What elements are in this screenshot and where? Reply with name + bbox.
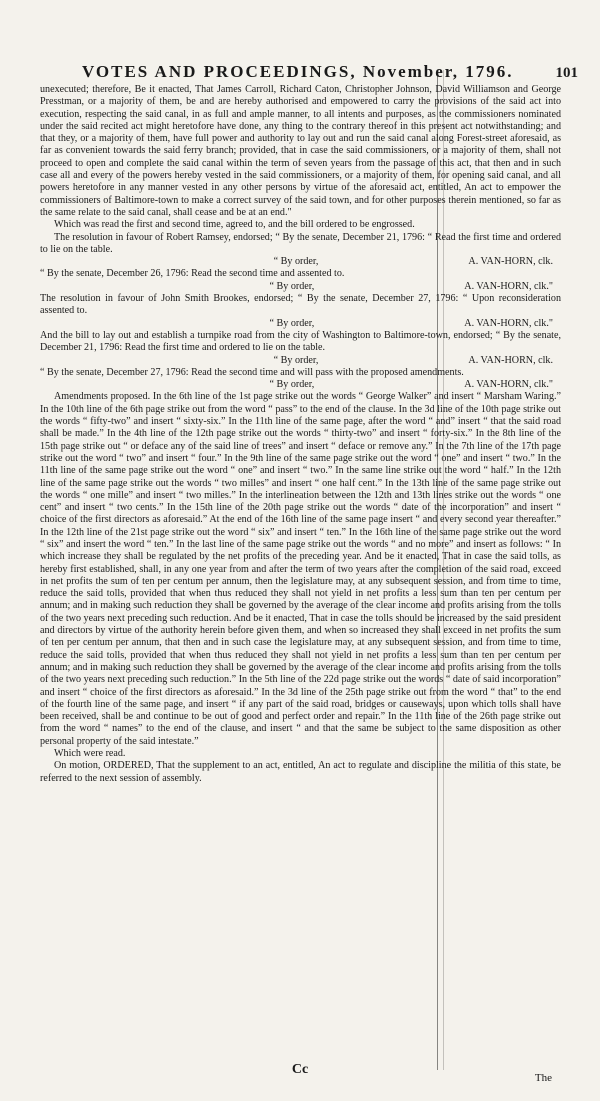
order-signature (40, 281, 561, 293)
by-order: “ By order, (269, 280, 315, 292)
body-text (40, 84, 561, 785)
order-signature (40, 256, 561, 268)
clerk-signature: A. VAN-HORN, clk." (464, 379, 553, 391)
page-number: 101 (555, 65, 578, 81)
running-head: VOTES AND PROCEEDINGS, November, 1796. (81, 62, 514, 81)
amendments-paragraph: Amendments proposed. In the 6th line of the 1st page strike out the words “ George Walker” and insert “ Marsham Waring.” In the 10th line of the 6th page strike out from the word “ pass” to the end of the clause. In the 3d line of the 10th page strike out the words “ fifty-two” and insert “ sixty-six.” In the 11th line of the same page, after the word “ and” insert “ that the said road shall be made.” In the 4th line of the 12th page strike out the words “ thirty-two” and insert “ forty-six.” In the 8th line of the 15th page strike out “ or deface any of the said line of trees” and insert “ deface or remove any.” In the 7th line of the 17th page strike out the word “ two” and insert “ four.” In the 9th line of the same page strike out the word “ one” and insert “ two.” In the 11th line of the same page strike out the word “ one” and insert “ two.” In the same line strike out the word “ half.” In the 12th line of the same page strike out the words “ two milles” and insert “ one half cent.” In the 13th line of the same page strike out the words “ one mille” and insert “ two milles.” In the interlineation between the 12th and 13th lines strike out the words “ one cent” and insert “ two cents.” In the 15th line of the 20th page strike out the words “ date of the incorporation” and insert “ choice of the first directors as aforesaid.” At the end of the 16th line of the same page insert “ and every second year thereafter.” In the 12th line of the 21st page strike out the word “ six” and insert “ ten.” In the 16th line of the same page strike out the word “ six” and insert the word “ ten.” In the last line of the same page strike out the words “ and no more” and insert as follows: “ In which increase they shall be regulated by the net profits of the preceding year. And be it enacted, That in case the said tolls, as hereby first established, shall, in any one year from and after the term of two years after the completion of the said road, exceed in net profits the sum of ten per centum per annum, then the legislature may, at any subsequent session, and from time to time, reduce the said tolls, provided that when thus reduced they shall not yield in net profits a less sum than ten per centum per annum; and in making such reduction they shall be governed by the average of the clear income and profits arising from the tolls of the two years next preceding such reduction. And be it enacted, That in case the tolls should be increased by the said president and directors by virtue of the authority herein before given them, and when so increased they shall exceed in net profits the sum of ten per centum per annum, that then and in such case the legislature may, at any subsequent session, and from time to time, reduce the said tolls, provided that when thus reduced they shall not yield in net profits a less sum than ten per centum per annum; and in making such reduction they shall be governed by the average of the clear income and profits arising from the tolls of the two years next preceding such reduction.” In the 5th line of the 22d page strike out the words “ date of said incorporation” and insert “ choice of the first directors as aforesaid.” In the 3d line of the 25th page strike out from the word “ that” to the end of the fourth line of the same page, and insert “ if any part of the said road, bridges or causeways, upon which tolls shall have been received, shall be and continue to be out of good and perfect order and repair.” In the 11th line of the 26th page strike out from the word “ names” to the end of the clause, and insert “ and that the same be subject to the same disposition as other personal property of the said intestate.” (40, 391, 561, 747)
by-order: “ By order, (273, 256, 319, 268)
paragraph: Which were read. (54, 748, 126, 760)
order-signature (40, 379, 561, 391)
order-signature (40, 318, 561, 330)
paragraph: The resolution in favour of Robert Ramsey, endorsed; “ By the senate, December 21, 1796: “ Read the first time and ordered to lie on the table. (40, 231, 561, 255)
paragraph: “ By the senate, December 27, 1796: Read the second time and will pass with the proposed amendments. (40, 366, 464, 378)
by-order: “ By order, (269, 379, 315, 391)
clerk-signature: A. VAN-HORN, clk. (468, 256, 553, 268)
by-order: “ By order, (273, 354, 319, 366)
paragraph: The resolution in favour of John Smith Brookes, endorsed; “ By the senate, December 27, 1796: “ Upon reconsideration assented to. (40, 293, 561, 317)
motion-paragraph: On motion, ORDERED, That the supplement to an act, entitled, An act to regulate and discipline the militia of this state, be referred to the next session of assembly. (40, 760, 561, 784)
clerk-signature: A. VAN-HORN, clk. (468, 354, 553, 366)
clerk-signature: A. VAN-HORN, clk." (464, 317, 553, 329)
paragraph: And the bill to lay out and establish a turnpike road from the city of Washington to Baltimore-town, endorsed; “ By the senate, December 21, 1796: Read the first time and ordered to lie on the table. (40, 329, 561, 354)
signature-mark: Cc (291, 1062, 309, 1077)
paragraph: “ By the senate, December 26, 1796: Read the second time and assented to. (40, 268, 345, 280)
order-signature (40, 355, 561, 367)
paragraph: unexecuted; therefore, Be it enacted, That James Carroll, Richard Caton, Christopher Johnson, David Williamson and George Presstman, or a majority of them, be and are hereby authorised and empowered to carry the provisions of the said act into execution, respecting the said canal, in as full and ample manner, to all intents and purposes, as the commissioners nominated under the said recited act might heretofore have done, any thing to the contrary thereof in this present act notwithstanding; and that they, or a majority of them, have full power and authority to lay out and run the said canal along Forest-street aforesaid, as far as convenient towards the said ferry branch; provided, that in case the said commissioners, or a majority of them, shall not proceed to open and complete the said canal within the term of seven years from the passage of this act, that then and in such case all and every of the powers hereby vested in the said commissioners, or a majority of them, for opening said canal, and all powers heretofore in any manner vested in any other persons by virtue of the aforesaid act, entitled, An act to empower the commissioners of Baltimore-town to make a correct survey of the said town, and for other purposes therein mentioned, so far as the same relate to the said canal, shall cease and be at an end." (40, 84, 561, 218)
by-order: “ By order, (269, 317, 315, 329)
catchword: The (534, 1072, 552, 1084)
clerk-signature: A. VAN-HORN, clk." (464, 280, 553, 292)
paragraph: Which was read the first and second time, agreed to, and the bill ordered to be engrossed. (54, 219, 415, 231)
page-header (40, 62, 578, 82)
